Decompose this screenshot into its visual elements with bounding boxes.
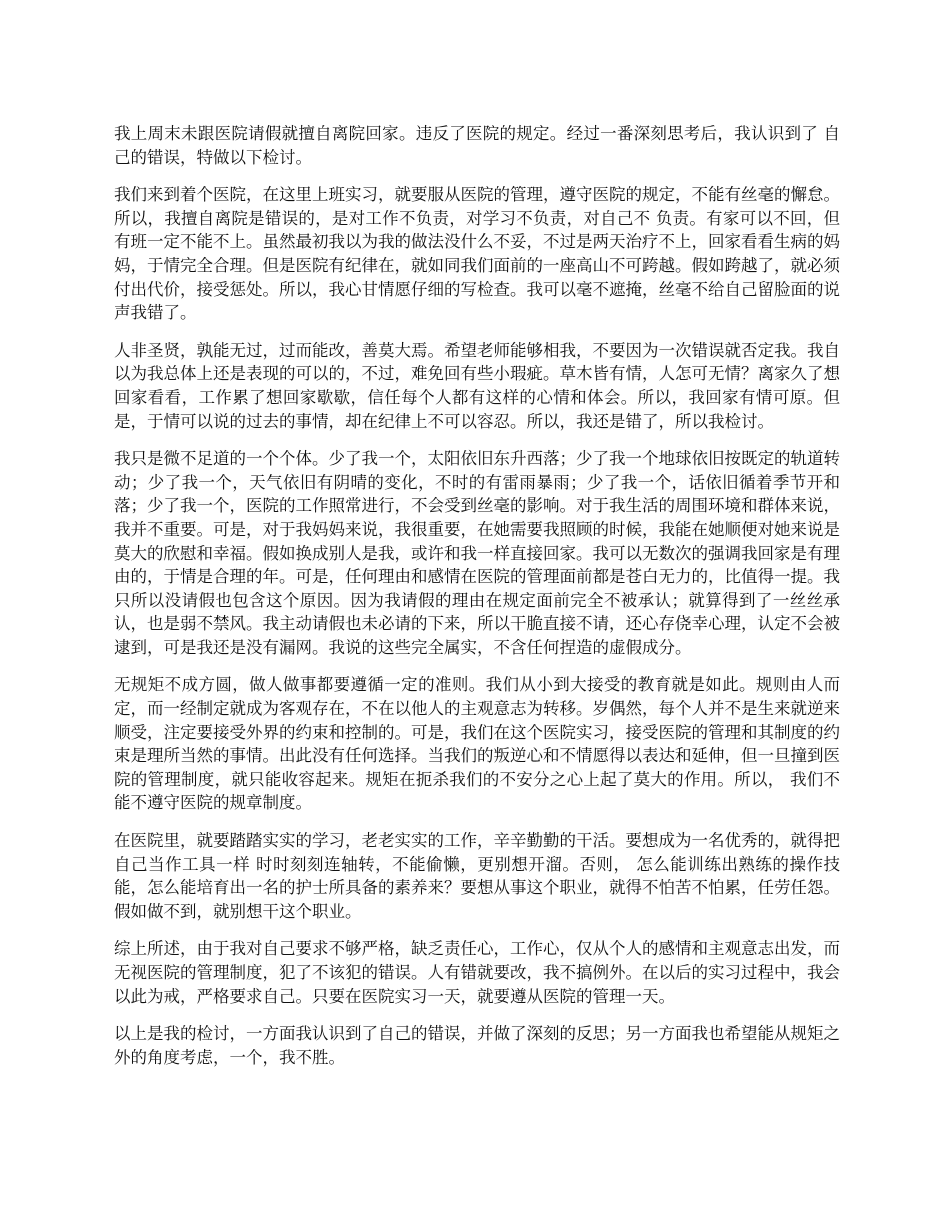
paragraph-8: 以上是我的检讨，一方面我认识到了自己的错误，并做了深刻的反思；另一方面我也希望能从规矩之外的角度考虑，一个，我不胜。 — [114, 1024, 840, 1067]
paragraph-4: 我只是微不足道的一个个体。少了我一个，太阳依旧东升西落；少了我一个地球依旧按既定的轨道转动；少了我一个，天气依旧有阴晴的变化，不时的有雷雨暴雨；少了我一个，话依旧循着季节开和落；少了我一个，医院的工作照常进行，不会受到丝毫的影响。对于我生活的周围环境和群体来说，我并不重要。可是，对于我妈妈来说，我很重要，在她需要我照顾的时候，我能在她顺便对她来说是莫大的欣慰和幸福。假如换成别人是我，或许和我一样直接回家。我可以无数次的强调我回家是有理由的，于情是合理的年。可是，任何理由和感情在医院的管理面前都是苍白无力的，比值得一提。我只所以没请假也包含这个原因。因为我请假的理由在规定面前完全不被承认；就算得到了一丝丝承认，也是弱不禁风。我主动请假也未必请的下来，所以干脆直接不请，还心存侥幸心理，认定不会被逮到，可是我还是没有漏网。我说的这些完全属实，不含任何捏造的虚假成分。 — [114, 449, 840, 657]
paragraph-6: 在医院里，就要踏踏实实的学习，老老实实的工作，辛辛勤勤的干活。要想成为一名优秀的，就得把自己当作工具一样 时时刻刻连轴转，不能偷懒，更别想开溜。否则， 怎么能训练出熟练的操作技能，怎么能培育出一名的护士所具备的素养来？要想从事这个职业，就得不怕苦不怕累，任劳任怨。假如做不到，就别想干这个职业。 — [114, 831, 840, 921]
paragraph-1: 我上周末未跟医院请假就擅自离院回家。违反了医院的规定。经过一番深刻思考后，我认识到了 自己的错误，特做以下检讨。 — [114, 124, 840, 167]
paragraph-7: 综上所述，由于我对自己要求不够严格，缺乏责任心，工作心，仅从个人的感情和主观意志出发，而无视医院的管理制度，犯了不该犯的错误。人有错就要改，我不搞例外。在以后的实习过程中，我会以此为戒，严格要求自己。只要在医院实习一天，就要遵从医院的管理一天。 — [114, 939, 840, 1006]
paragraph-2: 我们来到着个医院，在这里上班实习，就要服从医院的管理，遵守医院的规定，不能有丝毫的懈怠。所以，我擅自离院是错误的，是对工作不负责，对学习不负责，对自己不 负责。有家可以不回，但有班一定不能不上。虽然最初我以为我的做法没什么不妥，不过是两天治疗不上，回家看看生病的妈妈，于情完全合理。但是医院有纪律在，就如同我们面前的一座高山不可跨越。假如跨越了，就必须付出代价，接受惩处。所以，我心甘情愿仔细的写检查。我可以毫不遮掩，丝毫不给自己留脸面的说声我错了。 — [114, 185, 840, 323]
document-body — [114, 122, 840, 1083]
paragraph-3: 人非圣贤，孰能无过，过而能改，善莫大焉。希望老师能够相我，不要因为一次错误就否定我。我自以为我总体上还是表现的可以的，不过，难免回有些小瑕疵。草木皆有情，人怎可无情？离家久了想回家看看，工作累了想回家歇歇，信任每个人都有这样的心情和体会。所以，我回家有情可原。但是，于情可以说的过去的事情，却在纪律上不可以容忍。所以，我还是错了，所以我检讨。 — [114, 340, 840, 431]
paragraph-5: 无规矩不成方圆，做人做事都要遵循一定的准则。我们从小到大接受的教育就是如此。规则由人而定，而一经制定就成为客观存在，不在以他人的主观意志为转移。岁偶然，每个人并不是生来就逆来顺受，注定要接受外界的约束和控制的。可是，我们在这个医院实习，接受医院的管理和其制度的约束是理所当然的事情。出此没有任何选择。当我们的叛逆心和不情愿得以表达和延伸，但一旦撞到医院的管理制度，就只能收容起来。规矩在扼杀我们的不安分之心上起了莫大的作用。所以， 我们不能不遵守医院的规章制度。 — [114, 675, 840, 813]
